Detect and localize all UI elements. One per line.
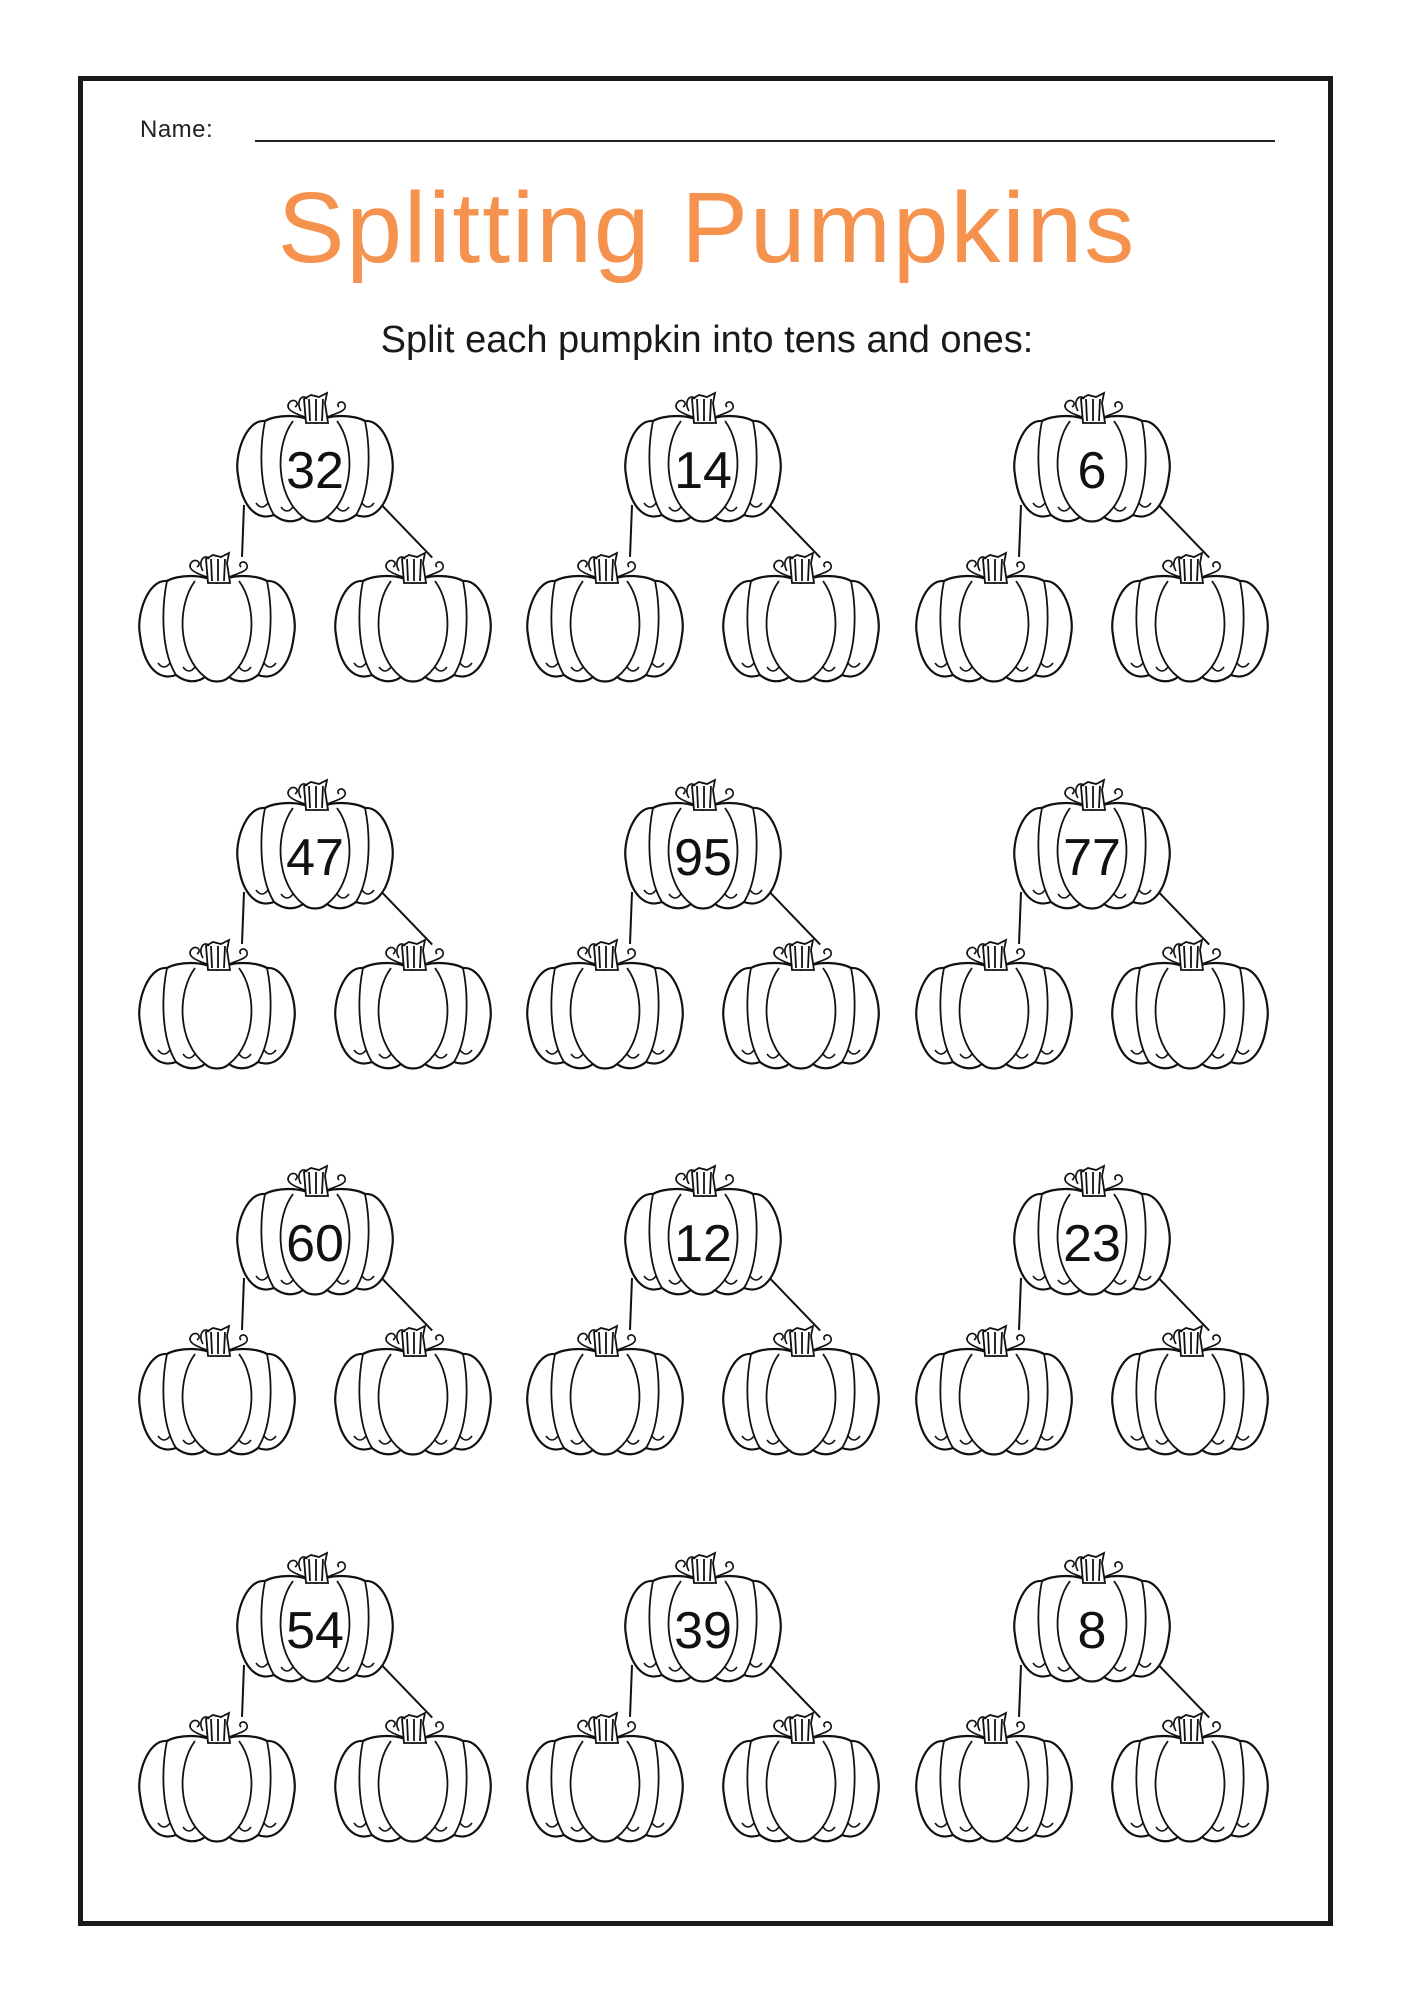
pumpkin-number: 8 [1077,1602,1107,1660]
worksheet-title: Splitting Pumpkins [277,172,1137,284]
instructions: Split each pumpkin into tens and ones: [380,319,1034,361]
pumpkin-number: 23 [1063,1215,1121,1273]
pumpkin-number: 47 [286,829,344,887]
pumpkin-number: 54 [286,1602,344,1660]
pumpkin-number: 60 [286,1215,344,1273]
name-label: Name: [140,116,214,143]
pumpkin-number: 95 [674,829,732,887]
pumpkin-number: 39 [674,1602,732,1660]
ones-pumpkin-answer[interactable] [1071,1308,1309,1492]
ones-pumpkin-answer[interactable] [1071,535,1309,719]
pumpkin-number: 77 [1063,829,1121,887]
pumpkin-number: 32 [286,442,344,500]
ones-pumpkin-answer[interactable] [1071,922,1309,1106]
pumpkin-number: 6 [1077,442,1107,500]
pumpkin-number: 14 [674,442,732,500]
pumpkin-number: 12 [674,1215,732,1273]
ones-pumpkin-answer[interactable] [1071,1695,1309,1879]
